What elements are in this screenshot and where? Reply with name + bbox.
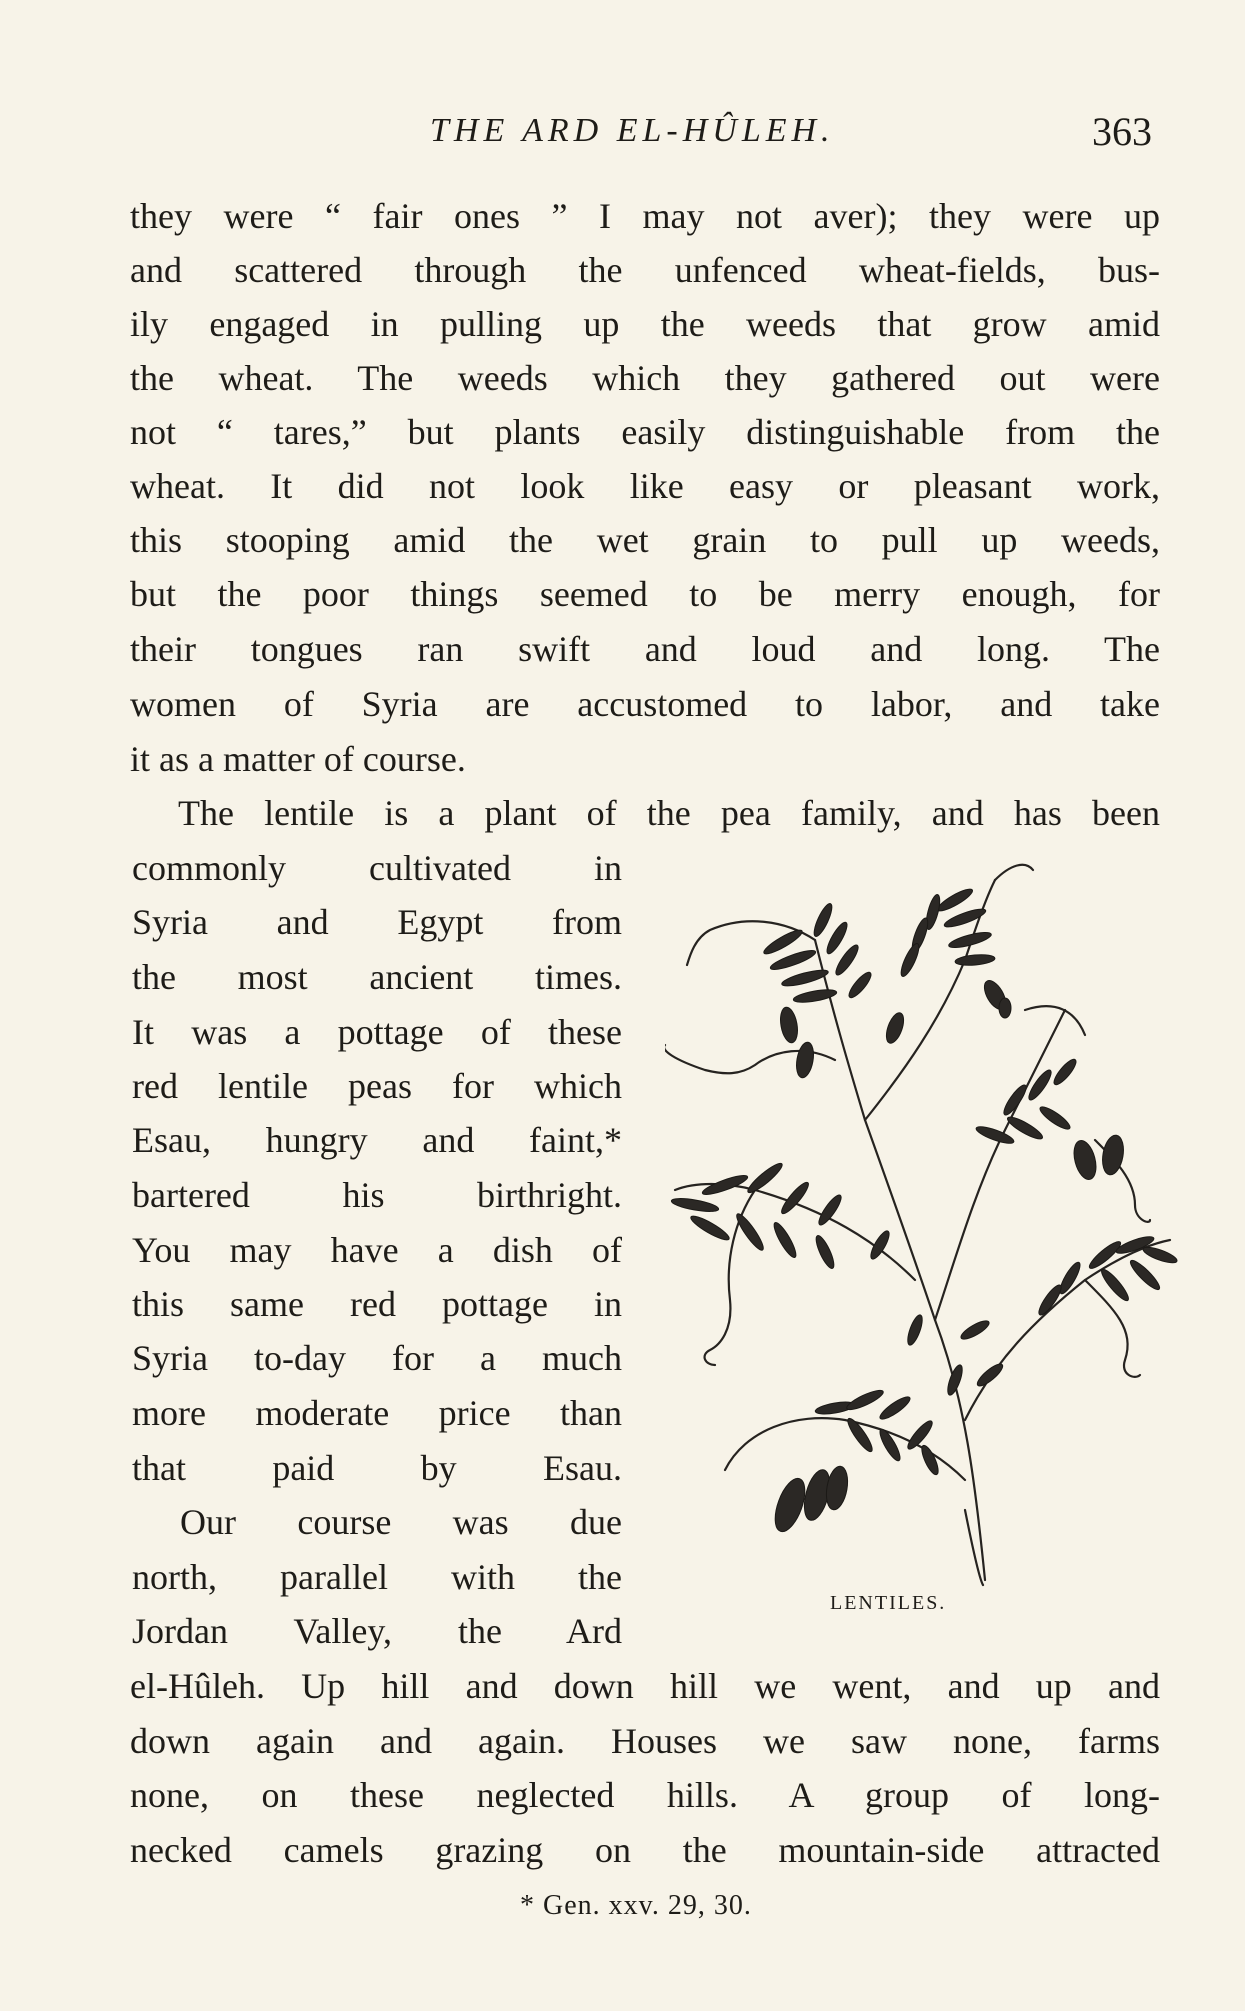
text-line: and scattered through the unfenced wheat-fields, bus- — [130, 250, 1160, 290]
text-line: ily engaged in pulling up the weeds that grow amid — [130, 304, 1160, 344]
wrapped-text-line: Jordan Valley, the Ard — [132, 1611, 622, 1651]
text-line: this stooping amid the wet grain to pull up weeds, — [130, 520, 1160, 560]
text-line: but the poor things seemed to be merry enough, for — [130, 574, 1160, 614]
wrapped-text-line: Syria to-day for a much — [132, 1338, 622, 1378]
figure-caption: LENTILES. — [830, 1592, 947, 1614]
wrapped-text-line: north, parallel with the — [132, 1557, 622, 1597]
text-line: it as a matter of course. — [130, 739, 466, 779]
lentil-illustration — [665, 860, 1180, 1600]
wrapped-text-line: this same red pottage in — [132, 1284, 622, 1324]
wrapped-text-line: more moderate price than — [132, 1393, 622, 1433]
page-number: 363 — [1092, 109, 1152, 154]
running-head — [0, 108, 1245, 158]
text-line: they were “ fair ones ” I may not aver); they were up — [130, 196, 1160, 236]
text-line: wheat. It did not look like easy or pleasant work, — [130, 466, 1160, 506]
text-line: none, on these neglected hills. A group of long- — [130, 1775, 1160, 1815]
wrapped-text-line: You may have a dish of — [132, 1230, 622, 1270]
wrapped-text-line: Syria and Egypt from — [132, 902, 622, 942]
wrapped-text-line: that paid by Esau. — [132, 1448, 622, 1488]
wrapped-text-line: Esau, hungry and faint,* — [132, 1120, 622, 1160]
text-line: women of Syria are accustomed to labor, and take — [130, 684, 1160, 724]
lentil-plant-drawing — [665, 860, 1180, 1600]
text-line: not “ tares,” but plants easily distinguishable from the — [130, 412, 1160, 452]
wrapped-text-line: bartered his birthright. — [132, 1175, 622, 1215]
wrapped-text-line: commonly cultivated in — [132, 848, 622, 888]
text-line: el-Hûleh. Up hill and down hill we went, and up and — [130, 1666, 1160, 1706]
wrapped-text-line: It was a pottage of these — [132, 1012, 622, 1052]
paragraph-start-line: Our course was due — [180, 1502, 622, 1542]
paragraph-start-line: The lentile is a plant of the pea family, and has been — [178, 793, 1160, 833]
wrapped-text-line: the most ancient times. — [132, 957, 622, 997]
text-line: necked camels grazing on the mountain-side attracted — [130, 1830, 1160, 1870]
text-line: down again and again. Houses we saw none, farms — [130, 1721, 1160, 1761]
running-title: THE ARD EL-HÛLEH. — [430, 112, 835, 149]
text-line: their tongues ran swift and loud and long. The — [130, 629, 1160, 669]
footnote: * Gen. xxv. 29, 30. — [520, 1890, 752, 1921]
text-line: the wheat. The weeds which they gathered out were — [130, 358, 1160, 398]
wrapped-text-line: red lentile peas for which — [132, 1066, 622, 1106]
